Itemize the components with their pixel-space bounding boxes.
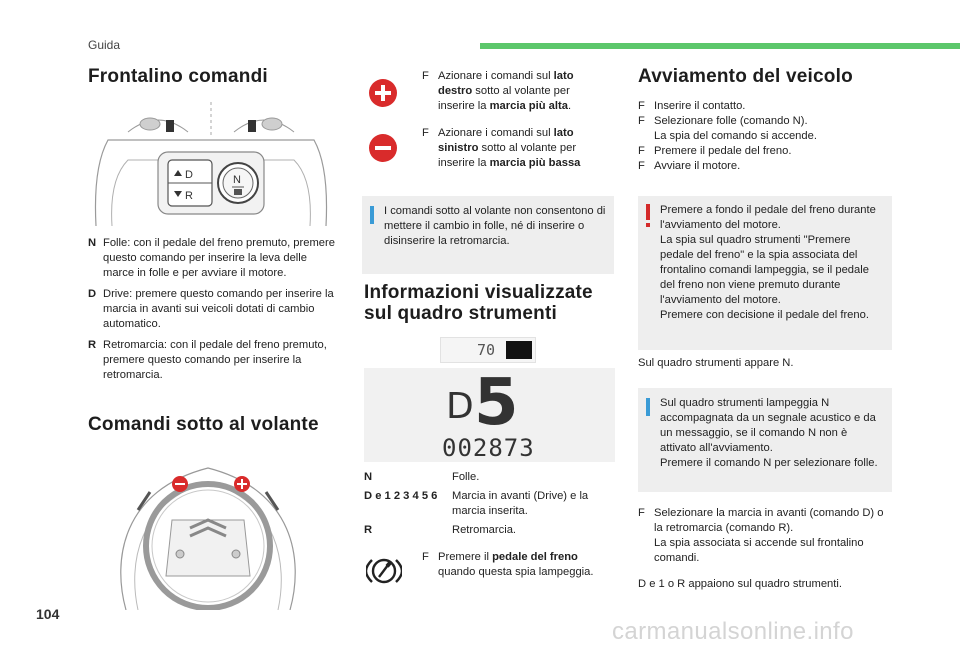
gear-row-n: N Folle. (364, 471, 480, 483)
gear-table (364, 470, 614, 538)
info-dashboard-title: Informazioni visualizzate sul quadro strumenti (364, 282, 593, 324)
gear-mode: D (446, 386, 474, 427)
gear-display (364, 368, 615, 462)
section-bar (480, 43, 960, 49)
page-number: 104 (36, 606, 60, 622)
start-vehicle-title: Avviamento del veicolo (638, 66, 853, 87)
step-final: F Selezionare la marcia in avanti (comando D) o la retromarcia (comando R). La spia associata si accende sul frontalino comandi. (638, 507, 884, 564)
info-note-text: I comandi sotto al volante non consentono di mettere il cambio in folle, né di inserire o disinserire la retromarcia. (384, 205, 606, 247)
minus-instruction: F Azionare i comandi sul lato sinistro sotto al volante per inserire la marcia più bassa (422, 127, 581, 169)
warning-note (638, 196, 892, 350)
panel-label-r: R (185, 190, 193, 202)
control-panel-illustration (88, 98, 334, 228)
info-icon (370, 206, 374, 224)
definition-n: N Folle: con il pedale del freno premuto, premere questo comando per inserire la leva delle marce in folle e per avviare il motore. (88, 237, 335, 279)
control-definitions (88, 236, 336, 389)
step-2: F Selezionare folle (comando N). La spia del comando si accende. (638, 115, 817, 142)
step-4: F Avviare il motore. (638, 160, 741, 172)
warning-icon (646, 204, 650, 220)
plus-instruction: F Azionare i comandi sul lato destro sotto al volante per inserire la marcia più alta. (422, 70, 574, 112)
panel-label-n: N (233, 174, 241, 186)
speed-value: 70 (477, 341, 496, 359)
watermark: carmanualsonline.info (612, 618, 854, 645)
gear-number: 5 (474, 366, 519, 440)
definition-r: R Retromarcia: con il pedale del freno premuto, premere questo comando per inserire la retromarcia. (88, 339, 327, 381)
start-steps (638, 99, 892, 174)
definition-d: D Drive: premere questo comando per inserire la marcia in avanti sui veicoli dotati di cambio automatico. (88, 288, 334, 330)
steering-wheel-illustration (110, 450, 306, 610)
frontalino-title: Frontalino comandi (88, 66, 268, 87)
minus-icon (369, 134, 397, 162)
brake-instruction: F Premere il pedale del freno quando questa spia lampeggia. (422, 551, 594, 578)
panel-label-d: D (185, 169, 193, 181)
steering-controls-title: Comandi sotto al volante (88, 414, 319, 435)
dashboard-shows-n: Sul quadro strumenti appare N. (638, 357, 794, 369)
info-icon-2 (646, 398, 650, 416)
warning-note-text: Premere a fondo il pedale del freno durante l'avviamento del motore. La spia sul quadro strumenti "Premere pedale del freno" e la spia associata del frontalino comandi lampeggia, se il pedale del freno non viene premuto durante l'avviamento del motore. Premere con decisione il pedale del freno. (660, 204, 876, 321)
step-3: F Premere il pedale del freno. (638, 145, 792, 157)
gear-row-d: D e 1 2 3 4 5 6 Marcia in avanti (Drive) e la marcia inserita. (364, 490, 589, 517)
plus-icon (369, 79, 397, 107)
info-note (362, 196, 614, 274)
final-line: D e 1 o R appaiono sul quadro strumenti. (638, 578, 842, 590)
gear-row-r: R Retromarcia. (364, 524, 517, 536)
display-block (506, 341, 532, 359)
speed-display (440, 337, 536, 363)
odometer: 002873 (442, 434, 535, 462)
info-note-2-text: Sul quadro strumenti lampeggia N accompagnata da un segnale acustico e da un messaggio, se il comando N non è attivato all'avviamento. Premere il comando N per selezionare folle. (660, 397, 878, 469)
warning-dot (646, 223, 650, 227)
brake-pedal-icon (366, 556, 402, 586)
step-1: F Inserire il contatto. (638, 100, 746, 112)
info-note-2 (638, 388, 892, 492)
section-label: Guida (88, 38, 121, 52)
